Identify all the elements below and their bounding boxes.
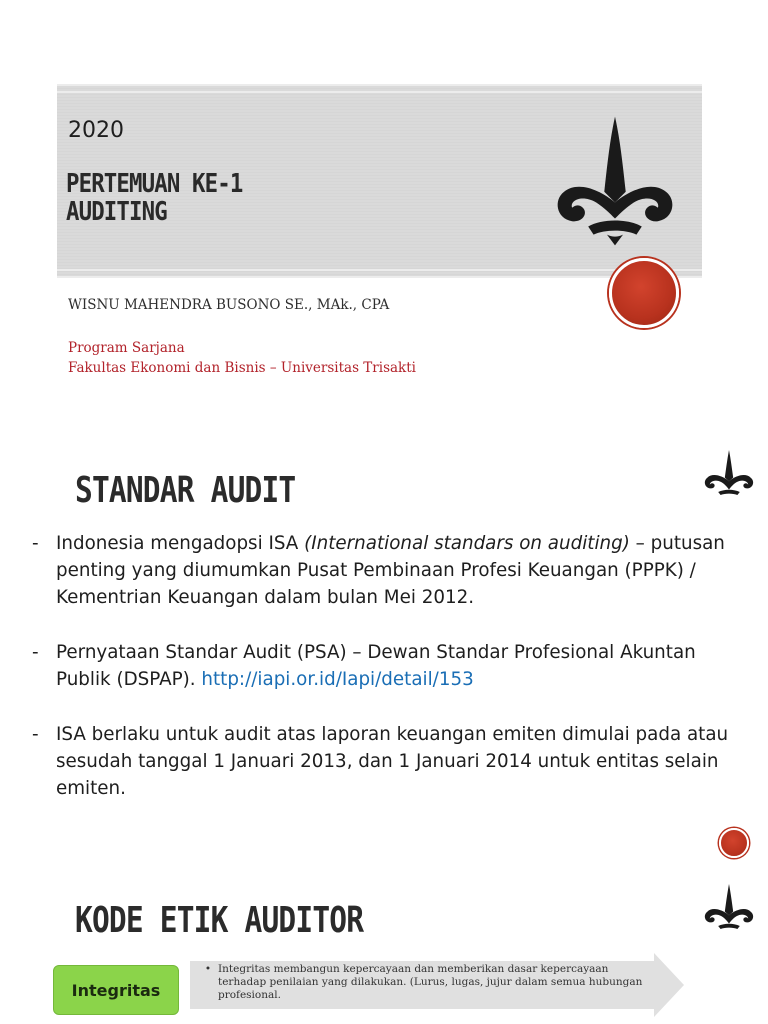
bullet-text-part: – putusan penting yang diumumkan Pusat Pembinaan Profesi Keuangan (PPPK) / Kementrian Keuangan dalam bulan Mei 2012. — [56, 533, 725, 608]
trisakti-logo-icon — [698, 878, 760, 938]
presentation-title — [66, 170, 242, 226]
decorative-circle-large — [609, 258, 679, 328]
faculty-name: Fakultas Ekonomi dan Bisnis – Universitas Trisakti — [68, 360, 416, 376]
decorative-circle-small — [719, 828, 749, 858]
bullet-item — [32, 530, 732, 611]
band-bottom-line — [57, 269, 702, 271]
bullet-text: ISA berlaku untuk audit atas laporan keuangan emiten dimulai pada atau sesudah tanggal 1 Januari 2013, dan 1 Januari 2014 untuk entitas selain emiten. — [56, 724, 729, 799]
standar-audit-bullets — [32, 530, 732, 830]
integritas-description — [198, 963, 648, 1002]
bullet-point: • — [204, 963, 212, 975]
year-label: 2020 — [68, 118, 124, 143]
iapi-link[interactable]: http://iapi.or.id/Iapi/detail/153 — [201, 669, 474, 690]
bullet-text — [56, 639, 732, 693]
bullet-text-part: Indonesia mengadopsi ISA — [56, 533, 305, 554]
title-line-1: PERTEMUAN KE-1 — [66, 169, 243, 199]
bullet-item — [32, 721, 732, 802]
bullet-text — [56, 530, 732, 611]
program-name: Program Sarjana — [68, 340, 185, 356]
band-bottom-line-2 — [57, 276, 702, 278]
band-top-line — [57, 84, 702, 86]
bullet-item — [32, 639, 732, 693]
trisakti-logo-icon — [698, 444, 760, 504]
bullet-dash: - — [32, 642, 39, 663]
bullet-dash: - — [32, 724, 39, 745]
bullet-italic-text: (International standars on auditing) — [304, 533, 630, 554]
integritas-label: Integritas — [53, 965, 179, 1015]
bullet-text-part: Pernyataan Standar Audit (PSA) – Dewan Standar Profesional Akuntan Publik (DSPAP). — [56, 642, 696, 690]
standar-audit-title: STANDAR AUDIT — [75, 470, 296, 511]
band-top-line-2 — [57, 91, 702, 93]
integritas-text: Integritas membangun kepercayaan dan memberikan dasar kepercayaan terhadap penilaian yang dilakukan. (Lurus, lugas, jujur dalam semua hubungan profesional. — [218, 963, 643, 1001]
program-info — [68, 338, 416, 378]
bullet-dash: - — [32, 533, 39, 554]
kode-etik-title: KODE ETIK AUDITOR — [75, 900, 364, 941]
title-line-2: AUDITING — [66, 197, 167, 227]
trisakti-logo-icon — [548, 114, 682, 248]
author-name: WISNU MAHENDRA BUSONO SE., MAk., CPA — [68, 297, 390, 313]
